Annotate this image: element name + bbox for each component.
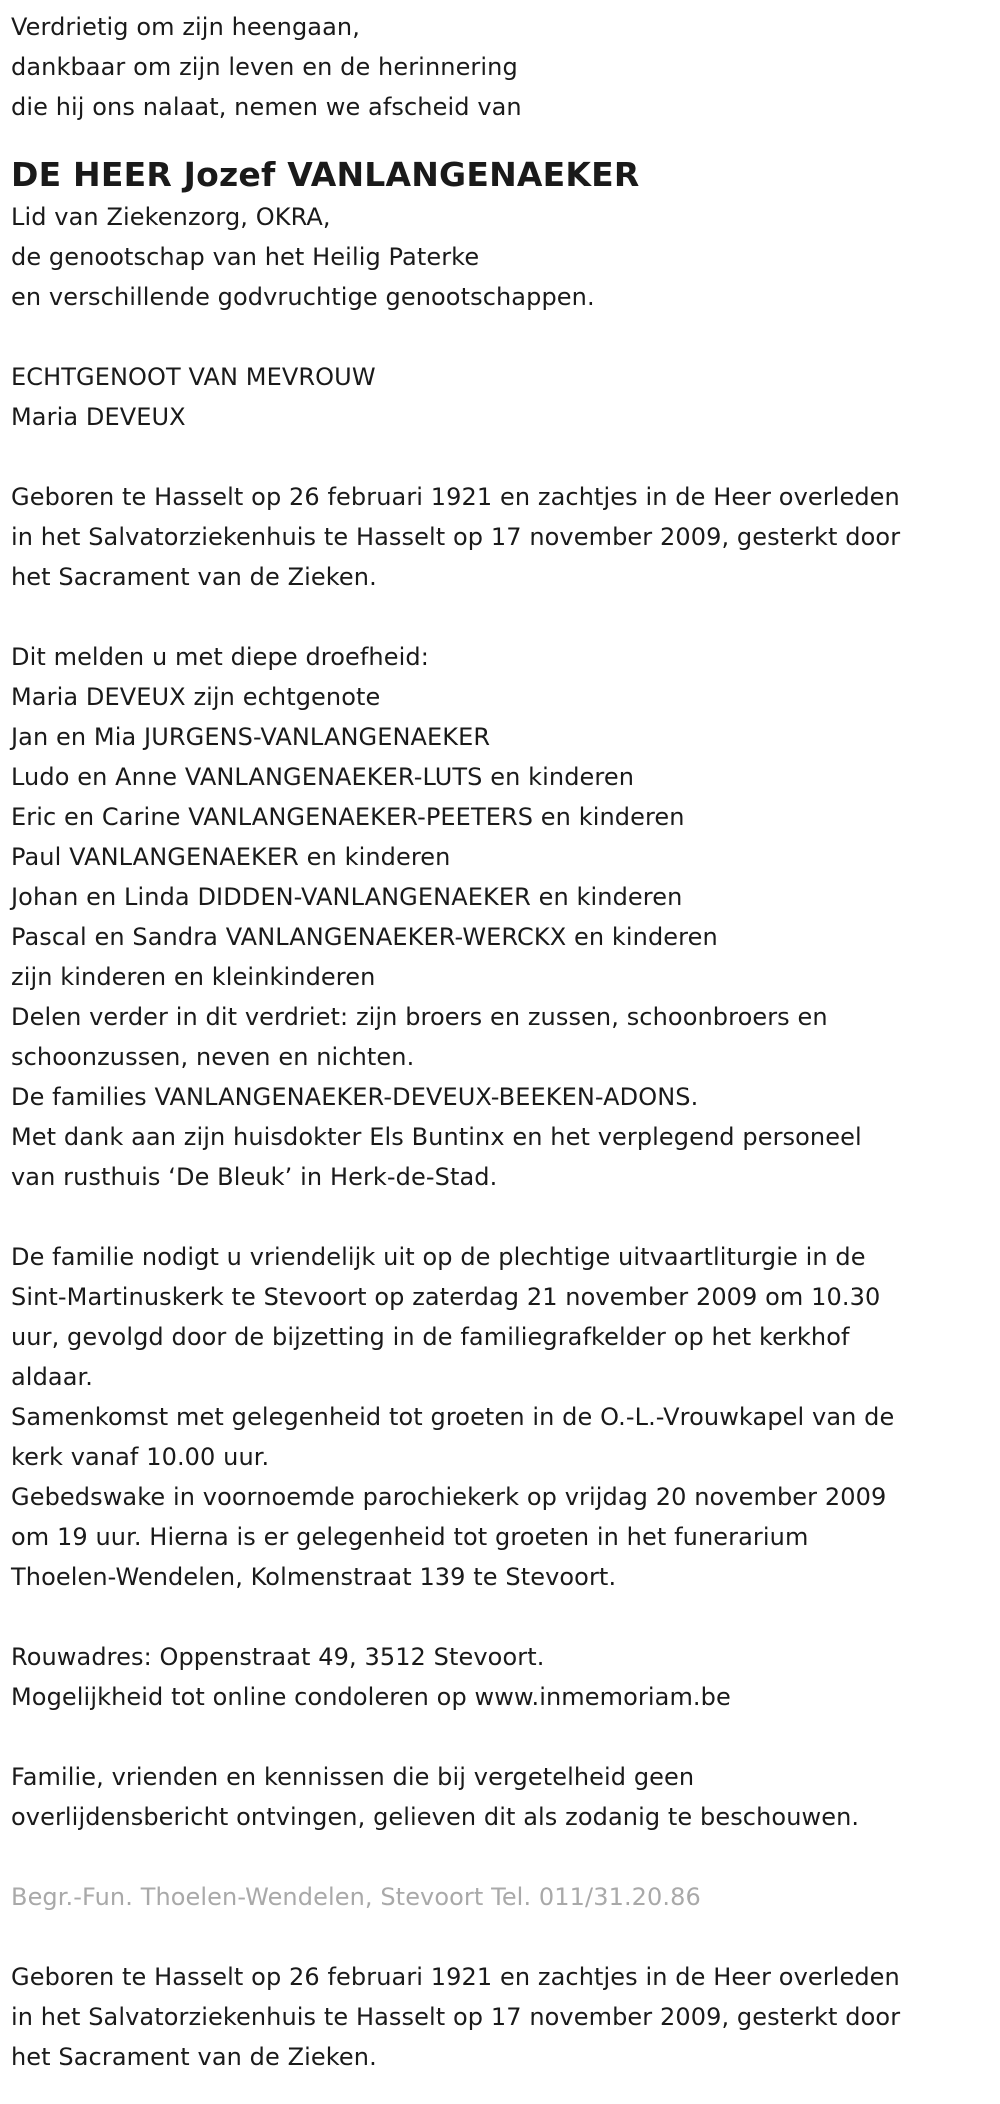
family-line: Delen verder in dit verdriet: zijn broers en zussen, schoonbroers en xyxy=(11,1003,828,1031)
birth-death-repeat-block xyxy=(11,1957,1000,2077)
membership-line: en verschillende godvruchtige genootschappen. xyxy=(11,283,595,311)
notice-line: overlijdensbericht ontvingen, gelieven dit als zodanig te beschouwen. xyxy=(11,1803,860,1831)
spouse-line: ECHTGENOOT VAN MEVROUW xyxy=(11,363,376,391)
undertaker-block xyxy=(11,1877,1000,1917)
membership-line: Lid van Ziekenzorg, OKRA, xyxy=(11,203,331,231)
undertaker-line: Begr.-Fun. Thoelen-Wendelen, Stevoort Tel. 011/31.20.86 xyxy=(11,1883,701,1911)
membership-line: de genootschap van het Heilig Paterke xyxy=(11,243,480,271)
funeral-line: Thoelen-Wendelen, Kolmenstraat 139 te Stevoort. xyxy=(11,1563,617,1591)
family-line: van rusthuis ‘De Bleuk’ in Herk-de-Stad. xyxy=(11,1163,498,1191)
birth-death-line: in het Salvatorziekenhuis te Hasselt op 17 november 2009, gesterkt door xyxy=(11,523,901,551)
birth-death-repeat-line: het Sacrament van de Zieken. xyxy=(11,2043,377,2071)
family-line: Met dank aan zijn huisdokter Els Buntinx en het verplegend personeel xyxy=(11,1123,862,1151)
birth-death-line: Geboren te Hasselt op 26 februari 1921 en zachtjes in de Heer overleden xyxy=(11,483,900,511)
birth-death-block xyxy=(11,477,1000,597)
family-line: Dit melden u met diepe droefheid: xyxy=(11,643,429,671)
funeral-line: De familie nodigt u vriendelijk uit op de plechtige uitvaartliturgie in de xyxy=(11,1243,866,1271)
address-line: Rouwadres: Oppenstraat 49, 3512 Stevoort. xyxy=(11,1643,545,1671)
family-line: Maria DEVEUX zijn echtgenote xyxy=(11,683,381,711)
memberships-block xyxy=(11,197,1000,317)
family-line: Paul VANLANGENAEKER en kinderen xyxy=(11,843,451,871)
spouse-line: Maria DEVEUX xyxy=(11,403,186,431)
spouse-block xyxy=(11,357,1000,437)
family-block xyxy=(11,637,1000,1197)
intro-line: dankbaar om zijn leven en de herinnering xyxy=(11,53,518,81)
deceased-name-heading: DE HEER Jozef VANLANGENAEKER xyxy=(11,155,640,194)
intro-line: Verdrietig om zijn heengaan, xyxy=(11,13,360,41)
intro-block xyxy=(11,7,1000,127)
notice-line: Familie, vrienden en kennissen die bij vergetelheid geen xyxy=(11,1763,695,1791)
birth-death-repeat-line: Geboren te Hasselt op 26 februari 1921 en zachtjes in de Heer overleden xyxy=(11,1963,900,1991)
funeral-line: Samenkomst met gelegenheid tot groeten in de O.-L.-Vrouwkapel van de xyxy=(11,1403,895,1431)
condolence-line: Mogelijkheid tot online condoleren op www.inmemoriam.be xyxy=(11,1683,731,1711)
funeral-line: uur, gevolgd door de bijzetting in de familiegrafkelder op het kerkhof xyxy=(11,1323,850,1351)
family-line: Johan en Linda DIDDEN-VANLANGENAEKER en kinderen xyxy=(11,883,683,911)
address-block xyxy=(11,1637,1000,1717)
funeral-block xyxy=(11,1237,1000,1597)
birth-death-line: het Sacrament van de Zieken. xyxy=(11,563,377,591)
intro-line: die hij ons nalaat, nemen we afscheid van xyxy=(11,93,522,121)
funeral-line: om 19 uur. Hierna is er gelegenheid tot groeten in het funerarium xyxy=(11,1523,809,1551)
family-line: Ludo en Anne VANLANGENAEKER-LUTS en kinderen xyxy=(11,763,635,791)
funeral-line: aldaar. xyxy=(11,1363,94,1391)
funeral-line: kerk vanaf 10.00 uur. xyxy=(11,1443,270,1471)
funeral-line: Gebedswake in voornoemde parochiekerk op vrijdag 20 november 2009 xyxy=(11,1483,887,1511)
family-line: Jan en Mia JURGENS-VANLANGENAEKER xyxy=(11,723,491,751)
family-line: zijn kinderen en kleinkinderen xyxy=(11,963,376,991)
family-line: De families VANLANGENAEKER-DEVEUX-BEEKEN-ADONS. xyxy=(11,1083,699,1111)
notice-block xyxy=(11,1757,1000,1837)
family-line: schoonzussen, neven en nichten. xyxy=(11,1043,415,1071)
funeral-line: Sint-Martinuskerk te Stevoort op zaterdag 21 november 2009 om 10.30 xyxy=(11,1283,881,1311)
birth-death-repeat-line: in het Salvatorziekenhuis te Hasselt op 17 november 2009, gesterkt door xyxy=(11,2003,901,2031)
family-line: Eric en Carine VANLANGENAEKER-PEETERS en kinderen xyxy=(11,803,685,831)
family-line: Pascal en Sandra VANLANGENAEKER-WERCKX en kinderen xyxy=(11,923,718,951)
